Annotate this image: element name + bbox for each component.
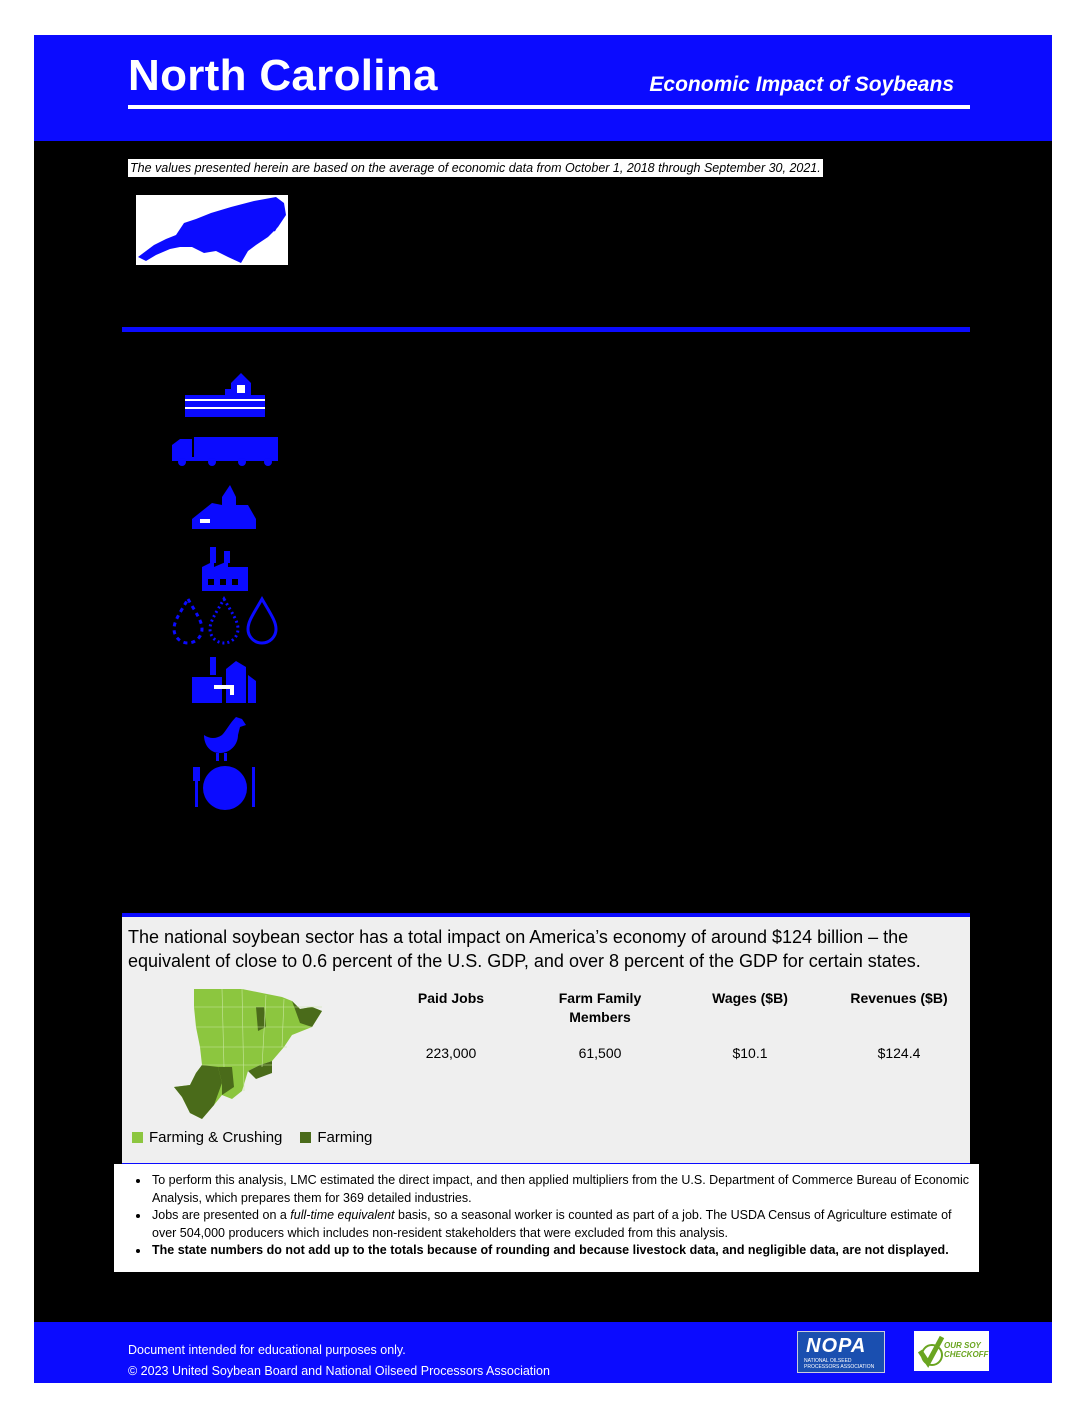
- footer-copyright: © 2023 United Soybean Board and National Oilseed Processors Association: [128, 1364, 550, 1378]
- stat-value: 223,000: [425, 1045, 477, 1061]
- soy-checkoff-logo-text: OUR SOY CHECKOFF: [944, 1341, 989, 1359]
- stat-value: 61,500: [578, 1045, 622, 1061]
- stat-label: Farm Family Members: [558, 990, 642, 1025]
- chicken-icon: [170, 715, 280, 763]
- stat-label: Wages ($B): [712, 990, 788, 1006]
- us-soybean-states-map: [172, 987, 332, 1134]
- truck-icon: [170, 435, 280, 467]
- nopa-logo-text: NOPA: [806, 1335, 867, 1357]
- note-emphasis: full-time equivalent: [290, 1208, 395, 1222]
- page: [34, 35, 1052, 1383]
- plate-icon: [170, 765, 280, 811]
- map-legend: [132, 1129, 382, 1146]
- national-impact-text: The national soybean sector has a total impact on America’s economy of around $124 billion – the equivalent of close to 0.6 percent of the U.S. GDP, and over 8 percent of the GDP for certain states.: [128, 927, 921, 971]
- legend-label: Farming & Crushing: [149, 1129, 283, 1146]
- data-period-note: The values presented herein are based on the average of economic data from October 1, 2018 through September 30, 2021.: [130, 161, 821, 175]
- stat-revenues: [824, 989, 974, 1061]
- stat-wages: [675, 989, 825, 1061]
- methodology-notes: [114, 1164, 979, 1272]
- header-banner: [34, 35, 1052, 141]
- stat-paid-jobs: [376, 989, 526, 1061]
- legend-swatch: [300, 1132, 311, 1143]
- stat-farm-family-members: [525, 989, 675, 1061]
- note-text: basis, so a seasonal worker is counted as part of a job. The USDA Census of Agriculture estimate of over 504,000 producers which includes non-resident stakeholders that were excluded from this analysis.: [152, 1208, 952, 1240]
- grain-elevator-icon: [170, 483, 280, 533]
- page-title: North Carolina: [128, 51, 438, 100]
- note-item: • The state numbers do not add up to the totals because of rounding and because livestock data, and negligible data, are not displayed.: [150, 1242, 979, 1260]
- note-item: • To perform this analysis, LMC estimated the direct impact, and then applied multipliers from the U.S. Department of Commerce Bureau of Economic Analysis, which prepares them for 369 detailed industries.: [150, 1172, 979, 1207]
- national-impact-panel: [122, 913, 970, 1166]
- stat-value: $10.1: [732, 1045, 768, 1061]
- north-carolina-map: [136, 195, 288, 265]
- header-rule: [128, 105, 970, 109]
- legend-label: Farming: [317, 1129, 373, 1146]
- processing-plant-icon: [170, 655, 280, 705]
- note-text: Jobs are presented on a: [152, 1208, 291, 1222]
- factory-icon: [170, 545, 280, 593]
- stat-label: Revenues ($B): [850, 990, 948, 1006]
- page-subtitle: Economic Impact of Soybeans: [649, 73, 954, 96]
- stat-value: $124.4: [877, 1045, 921, 1061]
- soy-checkoff-logo: [914, 1331, 989, 1371]
- legend-item-farming: [300, 1129, 372, 1146]
- footer-banner: [34, 1322, 1052, 1383]
- farm-icon: [170, 373, 280, 419]
- nopa-logo: [797, 1331, 885, 1373]
- note-item: [150, 1207, 979, 1242]
- section-divider: [122, 327, 970, 332]
- footer-disclaimer: Document intended for educational purposes only.: [128, 1343, 406, 1357]
- legend-item-farming-crushing: [132, 1129, 282, 1146]
- legend-swatch: [132, 1132, 143, 1143]
- nopa-logo-subtext: NATIONAL OILSEED PROCESSORS ASSOCIATION: [804, 1358, 875, 1370]
- oil-drops-icon: [170, 595, 280, 645]
- stat-label: Paid Jobs: [417, 990, 485, 1006]
